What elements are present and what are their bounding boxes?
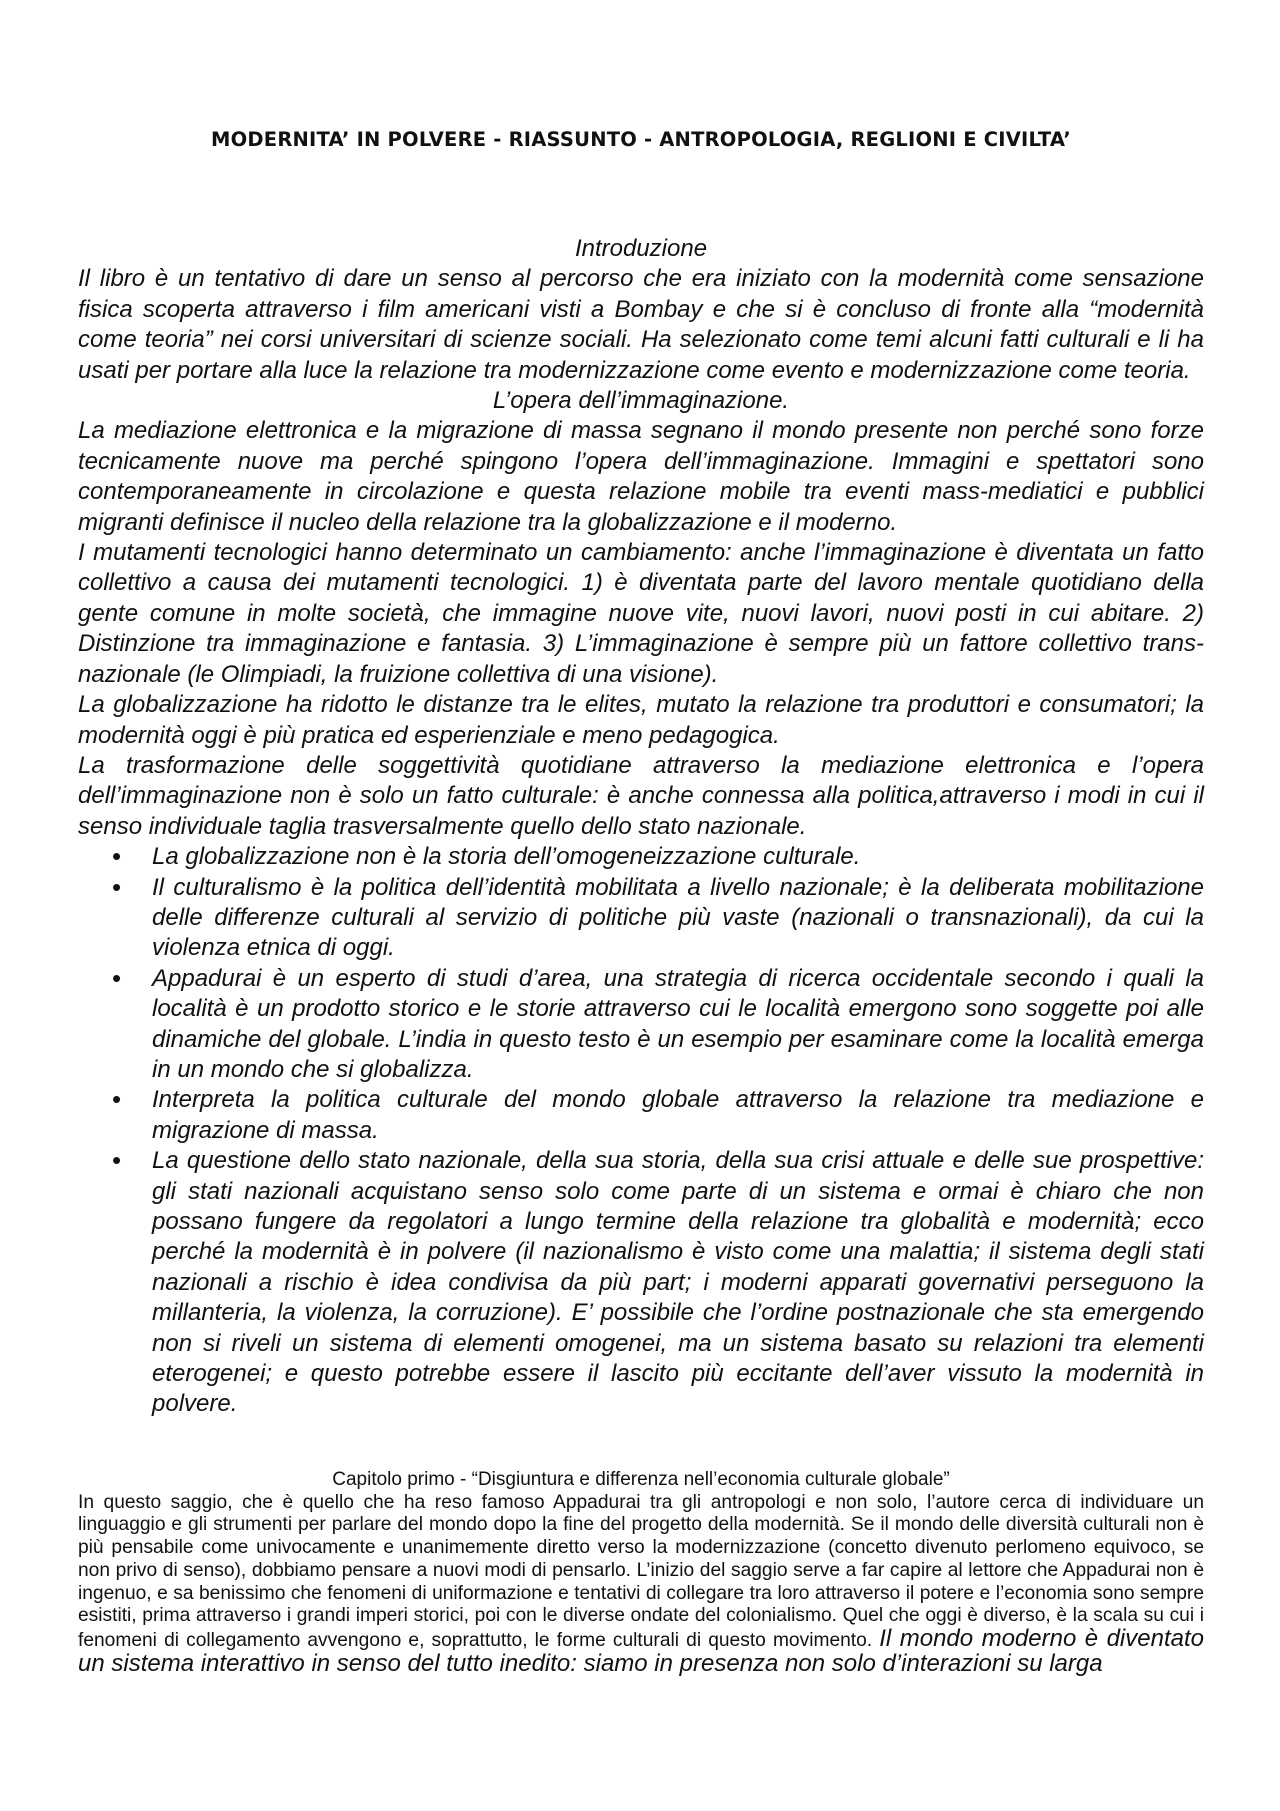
imagination-subheading: L’opera dell’immaginazione. — [492, 387, 790, 415]
bullet-icon: • — [112, 962, 122, 993]
chapter-one-heading: Capitolo primo - “Disgiuntura e differenza nell’economia culturale globale” — [332, 1469, 950, 1490]
bullet-item — [112, 871, 1204, 964]
bullet-item — [112, 1084, 1204, 1146]
introduction-paragraph-3: I mutamenti tecnologici hanno determinato un cambiamento: anche l’immaginazione è diventata un fatto collettivo a causa dei mutamenti tecnologici. 1) è diventata parte del lavoro mentale quotidiano della gente comune in molte società, che immagine nuove vite, nuovi lavori, nuovi posti in cui abitare. 2) Distinzione tra immaginazione e fantasia. 3) L’immaginazione è sempre più un fattore collettivo trans-nazionale (le Olimpiadi, la fruizione collettiva di una visione). — [78, 539, 1204, 688]
bullet-item — [112, 841, 1204, 872]
bullet-icon: • — [112, 871, 122, 902]
introduction-heading: Introduzione — [574, 235, 708, 262]
chapter-one-text: In questo saggio, che è quello che ha reso famoso Appadurai tra gli antropologi e non solo, l’autore cerca di individuare un linguaggio e gli strumenti per parlare del mondo dopo la fine del progetto della modernità. Se il mondo delle diversità culturali non è più pensabile come univocamente e unanimemente diretto verso la modernizzazione (concetto divenuto perlomeno equivoco, se non privo di senso), dobbiamo pensare a nuovi modi di pensarlo. L’inizio del saggio serve a far capire al lettore che Appadurai non è ingenuo, e sa benissimo che fenomeni di uniformazione e tentativi di collegare tra loro attraverso il potere e l’economia sono sempre esistiti, prima attraverso i grandi imperi storici, poi con le diverse ondate del colonialismo. Quel che oggi è diverso, è la scala su cui i fenomeni di collegamento avvengono e, soprattutto, le forme culturali di questo movimento. — [78, 1491, 1204, 1651]
introduction-paragraph-5: La trasformazione delle soggettività quotidiane attraverso la mediazione elettronica e l’opera dell’immaginazione non è solo un fatto culturale: è anche connessa alla politica,attraverso i modi in cui il senso individuale taglia trasversalmente quello dello stato nazionale. — [78, 751, 1204, 840]
bullet-icon: • — [112, 841, 122, 872]
bullet-icon: • — [112, 1084, 122, 1115]
chapter-one-italic-text: Il mondo moderno è diventato un sistema interattivo in senso del tutto inedito: siamo in presenza non solo d’interazioni su larga — [78, 1624, 1204, 1677]
introduction-paragraph-1: Il libro è un tentativo di dare un senso al percorso che era iniziato con la modernità come sensazione fisica scoperta attraverso i film americani visti a Bombay e che si è concluso di fronte alla “modernità come teoria” nei corsi universitari di scienze sociali. Ha selezionato come temi alcuni fatti culturali e li ha usati per portare alla luce la relazione tra modernizzazione come evento e modernizzazione come teoria. — [78, 265, 1204, 384]
bullet-text: La questione dello stato nazionale, della sua storia, della sua crisi attuale e delle sue prospettive: gli stati nazionali acquistano senso solo come parte di un sistema e ormai è chiaro che non possano fungere da regolatori a lungo termine della relazione tra globalità e modernità; ecco perché la modernità è in polvere (il nazionalismo è visto come una malattia; il sistema degli stati nazionali a rischio è idea condivisa da più part; i moderni apparati governativi perseguono la millanteria, la violenza, la corruzione). E’ possibile che l’ordine postnazionale che sta emergendo non si riveli un sistema di elementi omogenei, ma un sistema basato su relazioni tra elementi eterogenei; e questo potrebbe essere il lascito più eccitante dell’aver vissuto la modernità in polvere. — [152, 1147, 1204, 1418]
introduction-paragraph-4: La globalizzazione ha ridotto le distanze tra le elites, mutato la relazione tra produttori e consumatori; la modernità oggi è più pratica ed esperienziale e meno pedagogica. — [78, 691, 1204, 749]
chapter-one-paragraph — [78, 1492, 1204, 1678]
bullet-text: La globalizzazione non è la storia dell’omogeneizzazione culturale. — [152, 843, 861, 871]
document-title: MODERNITA’ IN POLVERE - RIASSUNTO - ANTROPOLOGIA, REGLIONI E CIVILTA’ — [211, 128, 1071, 151]
bullet-item — [112, 962, 1204, 1086]
bullet-list — [78, 842, 1204, 1420]
bullet-item — [112, 1145, 1204, 1420]
bullet-text: Appadurai è un esperto di studi d’area, una strategia di ricerca occidentale secondo i quali la località è un prodotto storico e le storie attraverso cui le località emergono sono soggette poi alle dinamiche del globale. L’india in questo testo è un esempio per esaminare come la località emerga in un mondo che si globalizza. — [152, 964, 1204, 1083]
chapter-one-section — [78, 1469, 1204, 1677]
introduction-paragraph-2: La mediazione elettronica e la migrazione di massa segnano il mondo presente non perché sono forze tecnicamente nuove ma perché spingono l’opera dell’immaginazione. Immagini e spettatori sono contemporaneamente in circolazione e questa relazione mobile tra eventi mass-mediatici e pubblici migranti definisce il nucleo della relazione tra la globalizzazione e il moderno. — [78, 417, 1204, 536]
bullet-text: Il culturalismo è la politica dell’identità mobilitata a livello nazionale; è la deliberata mobilitazione delle differenze culturali al servizio di politiche più vaste (nazionali o transnazionali), da cui la violenza etnica di oggi. — [152, 873, 1204, 962]
introduction-section — [78, 234, 1204, 1420]
bullet-text: Interpreta la politica culturale del mondo globale attraverso la relazione tra mediazione e migrazione di massa. — [152, 1086, 1204, 1144]
bullet-icon: • — [112, 1145, 122, 1176]
